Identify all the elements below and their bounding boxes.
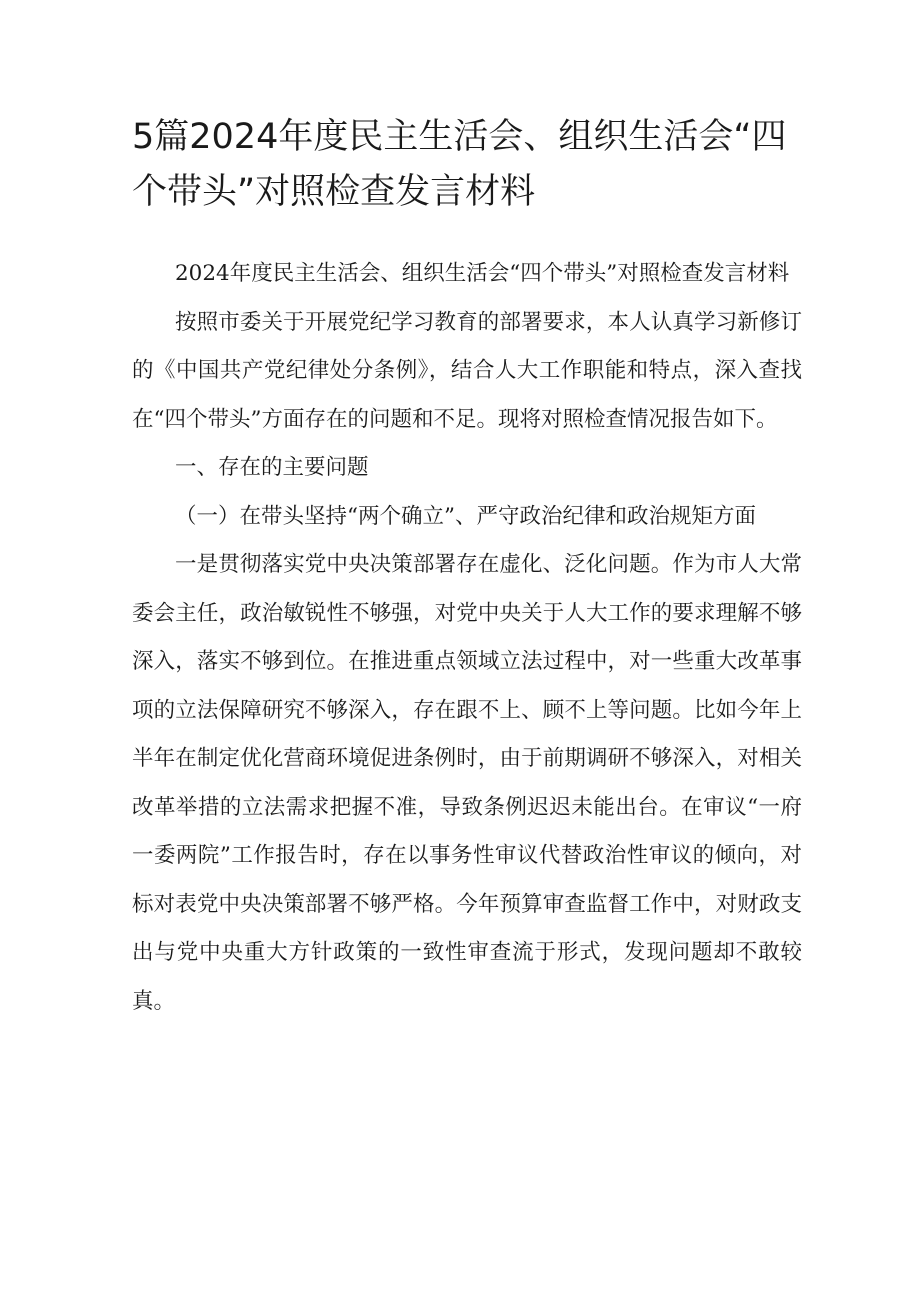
section-heading: 一、存在的主要问题: [175, 455, 369, 480]
paragraph-subtitle: 2024年度民主生活会、组织生活会“四个带头”对照检查发言材料: [175, 261, 790, 286]
paragraph-body: 一是贯彻落实党中央决策部署存在虚化、泛化问题。作为市人大常委会主任，政治敏锐性不够强，对党中央关于人大工作的要求理解不够深入，落实不够到位。在推进重点领域立法过程中，对一些重大改革事项的立法保障研究不够深入，存在跟不上、顾不上等问题。比如今年上半年在制定优化营商环境促进条例时，由于前期调研不够深入，对相关改革举措的立法需求把握不准，导致条例迟迟未能出台。在审议“一府一委两院”工作报告时，存在以事务性审议代替政治性审议的倾向，对标对表党中央决策部署不够严格。今年预算审查监督工作中，对财政支出与党中央重大方针政策的一致性审查流于形式，发现问题却不敢较真。: [132, 552, 802, 1014]
subsection-heading: （一）在带头坚持“两个确立”、严守政治纪律和政治规矩方面: [175, 503, 756, 529]
document-body: [132, 250, 802, 1026]
paragraph-intro: 按照市委关于开展党纪学习教育的部署要求，本人认真学习新修订的《中国共产党纪律处分条例》，结合人大工作职能和特点，深入查找在“四个带头”方面存在的问题和不足。现将对照检查情况报告如下。: [132, 309, 802, 432]
document-title: 5篇2024年度民主生活会、组织生活会“四个带头”对照检查发言材料: [132, 117, 787, 212]
